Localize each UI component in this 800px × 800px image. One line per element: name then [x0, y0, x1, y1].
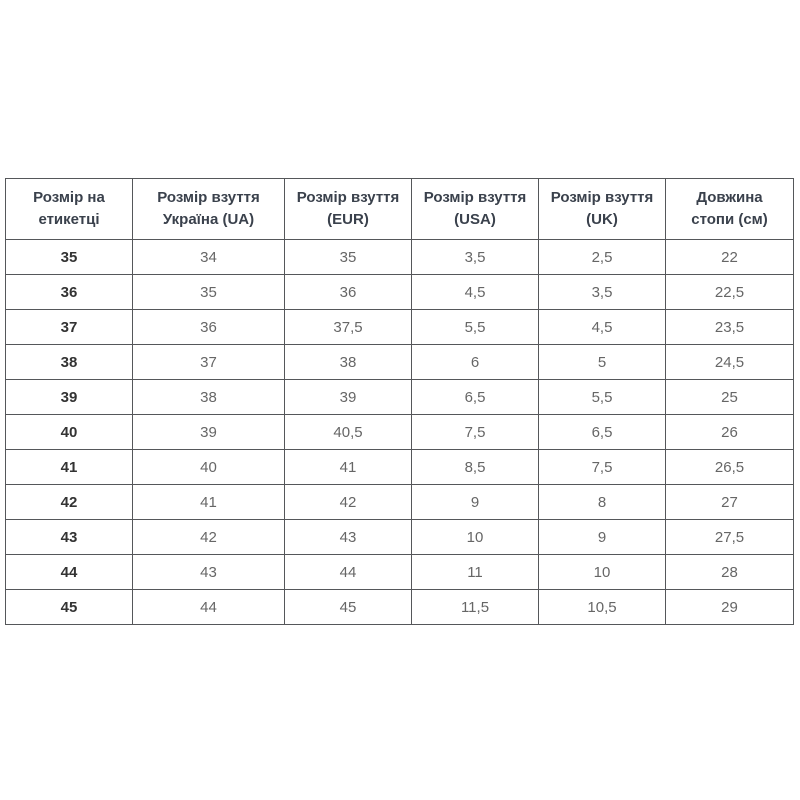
- table-cell: 11: [412, 555, 539, 590]
- table-cell: 27,5: [666, 520, 794, 555]
- table-row-size-43: [6, 520, 794, 555]
- table-cell: 41: [285, 450, 412, 485]
- row-label-cell: 36: [6, 275, 133, 310]
- table-cell: 5,5: [539, 380, 666, 415]
- table-cell: 35: [133, 275, 285, 310]
- table-cell: 39: [285, 380, 412, 415]
- table-row-size-35: [6, 240, 794, 275]
- row-label-cell: 35: [6, 240, 133, 275]
- table-cell: 42: [285, 485, 412, 520]
- row-label-cell: 45: [6, 590, 133, 625]
- row-label-cell: 40: [6, 415, 133, 450]
- table-row-size-38: [6, 345, 794, 380]
- row-label-cell: 39: [6, 380, 133, 415]
- table-cell: 5: [539, 345, 666, 380]
- row-label-cell: 42: [6, 485, 133, 520]
- table-cell: 6,5: [412, 380, 539, 415]
- table-cell: 3,5: [539, 275, 666, 310]
- table-cell: 36: [285, 275, 412, 310]
- table-cell: 25: [666, 380, 794, 415]
- table-cell: 29: [666, 590, 794, 625]
- table-cell: 5,5: [412, 310, 539, 345]
- table-cell: 26,5: [666, 450, 794, 485]
- table-row-size-44: [6, 555, 794, 590]
- table-cell: 11,5: [412, 590, 539, 625]
- table-cell: 26: [666, 415, 794, 450]
- table-cell: 28: [666, 555, 794, 590]
- table-cell: 4,5: [539, 310, 666, 345]
- column-header-1: Розмір взуття Україна (UA): [133, 179, 285, 240]
- column-header-5: Довжина стопи (см): [666, 179, 794, 240]
- table-row-size-39: [6, 380, 794, 415]
- column-header-3: Розмір взуття (USA): [412, 179, 539, 240]
- table-cell: 42: [133, 520, 285, 555]
- column-header-2: Розмір взуття (EUR): [285, 179, 412, 240]
- table-cell: 22,5: [666, 275, 794, 310]
- table-cell: 10,5: [539, 590, 666, 625]
- row-label-cell: 43: [6, 520, 133, 555]
- table-header-row: [6, 179, 794, 240]
- table-cell: 7,5: [412, 415, 539, 450]
- table-cell: 6,5: [539, 415, 666, 450]
- table-row-size-36: [6, 275, 794, 310]
- table-cell: 38: [133, 380, 285, 415]
- table-cell: 35: [285, 240, 412, 275]
- table-row-size-45: [6, 590, 794, 625]
- table-cell: 44: [285, 555, 412, 590]
- table-cell: 10: [539, 555, 666, 590]
- table-cell: 8,5: [412, 450, 539, 485]
- table-cell: 39: [133, 415, 285, 450]
- table-cell: 40: [133, 450, 285, 485]
- table-cell: 22: [666, 240, 794, 275]
- table-cell: 2,5: [539, 240, 666, 275]
- table-row-size-42: [6, 485, 794, 520]
- table-cell: 34: [133, 240, 285, 275]
- column-header-4: Розмір взуття (UK): [539, 179, 666, 240]
- table-cell: 9: [539, 520, 666, 555]
- table-cell: 37: [133, 345, 285, 380]
- table-cell: 23,5: [666, 310, 794, 345]
- table-cell: 37,5: [285, 310, 412, 345]
- row-label-cell: 44: [6, 555, 133, 590]
- table-cell: 43: [133, 555, 285, 590]
- table-cell: 43: [285, 520, 412, 555]
- table-cell: 24,5: [666, 345, 794, 380]
- row-label-cell: 41: [6, 450, 133, 485]
- table-cell: 36: [133, 310, 285, 345]
- row-label-cell: 37: [6, 310, 133, 345]
- table-row-size-37: [6, 310, 794, 345]
- column-header-0: Розмір на етикетці: [6, 179, 133, 240]
- table-cell: 4,5: [412, 275, 539, 310]
- table-cell: 45: [285, 590, 412, 625]
- table-cell: 8: [539, 485, 666, 520]
- table-cell: 41: [133, 485, 285, 520]
- table-cell: 10: [412, 520, 539, 555]
- shoe-size-conversion-table: [5, 178, 794, 625]
- table-cell: 9: [412, 485, 539, 520]
- row-label-cell: 38: [6, 345, 133, 380]
- table-cell: 27: [666, 485, 794, 520]
- table-cell: 7,5: [539, 450, 666, 485]
- table-cell: 40,5: [285, 415, 412, 450]
- table-cell: 44: [133, 590, 285, 625]
- table-row-size-40: [6, 415, 794, 450]
- table-cell: 38: [285, 345, 412, 380]
- table-cell: 3,5: [412, 240, 539, 275]
- table-cell: 6: [412, 345, 539, 380]
- table-row-size-41: [6, 450, 794, 485]
